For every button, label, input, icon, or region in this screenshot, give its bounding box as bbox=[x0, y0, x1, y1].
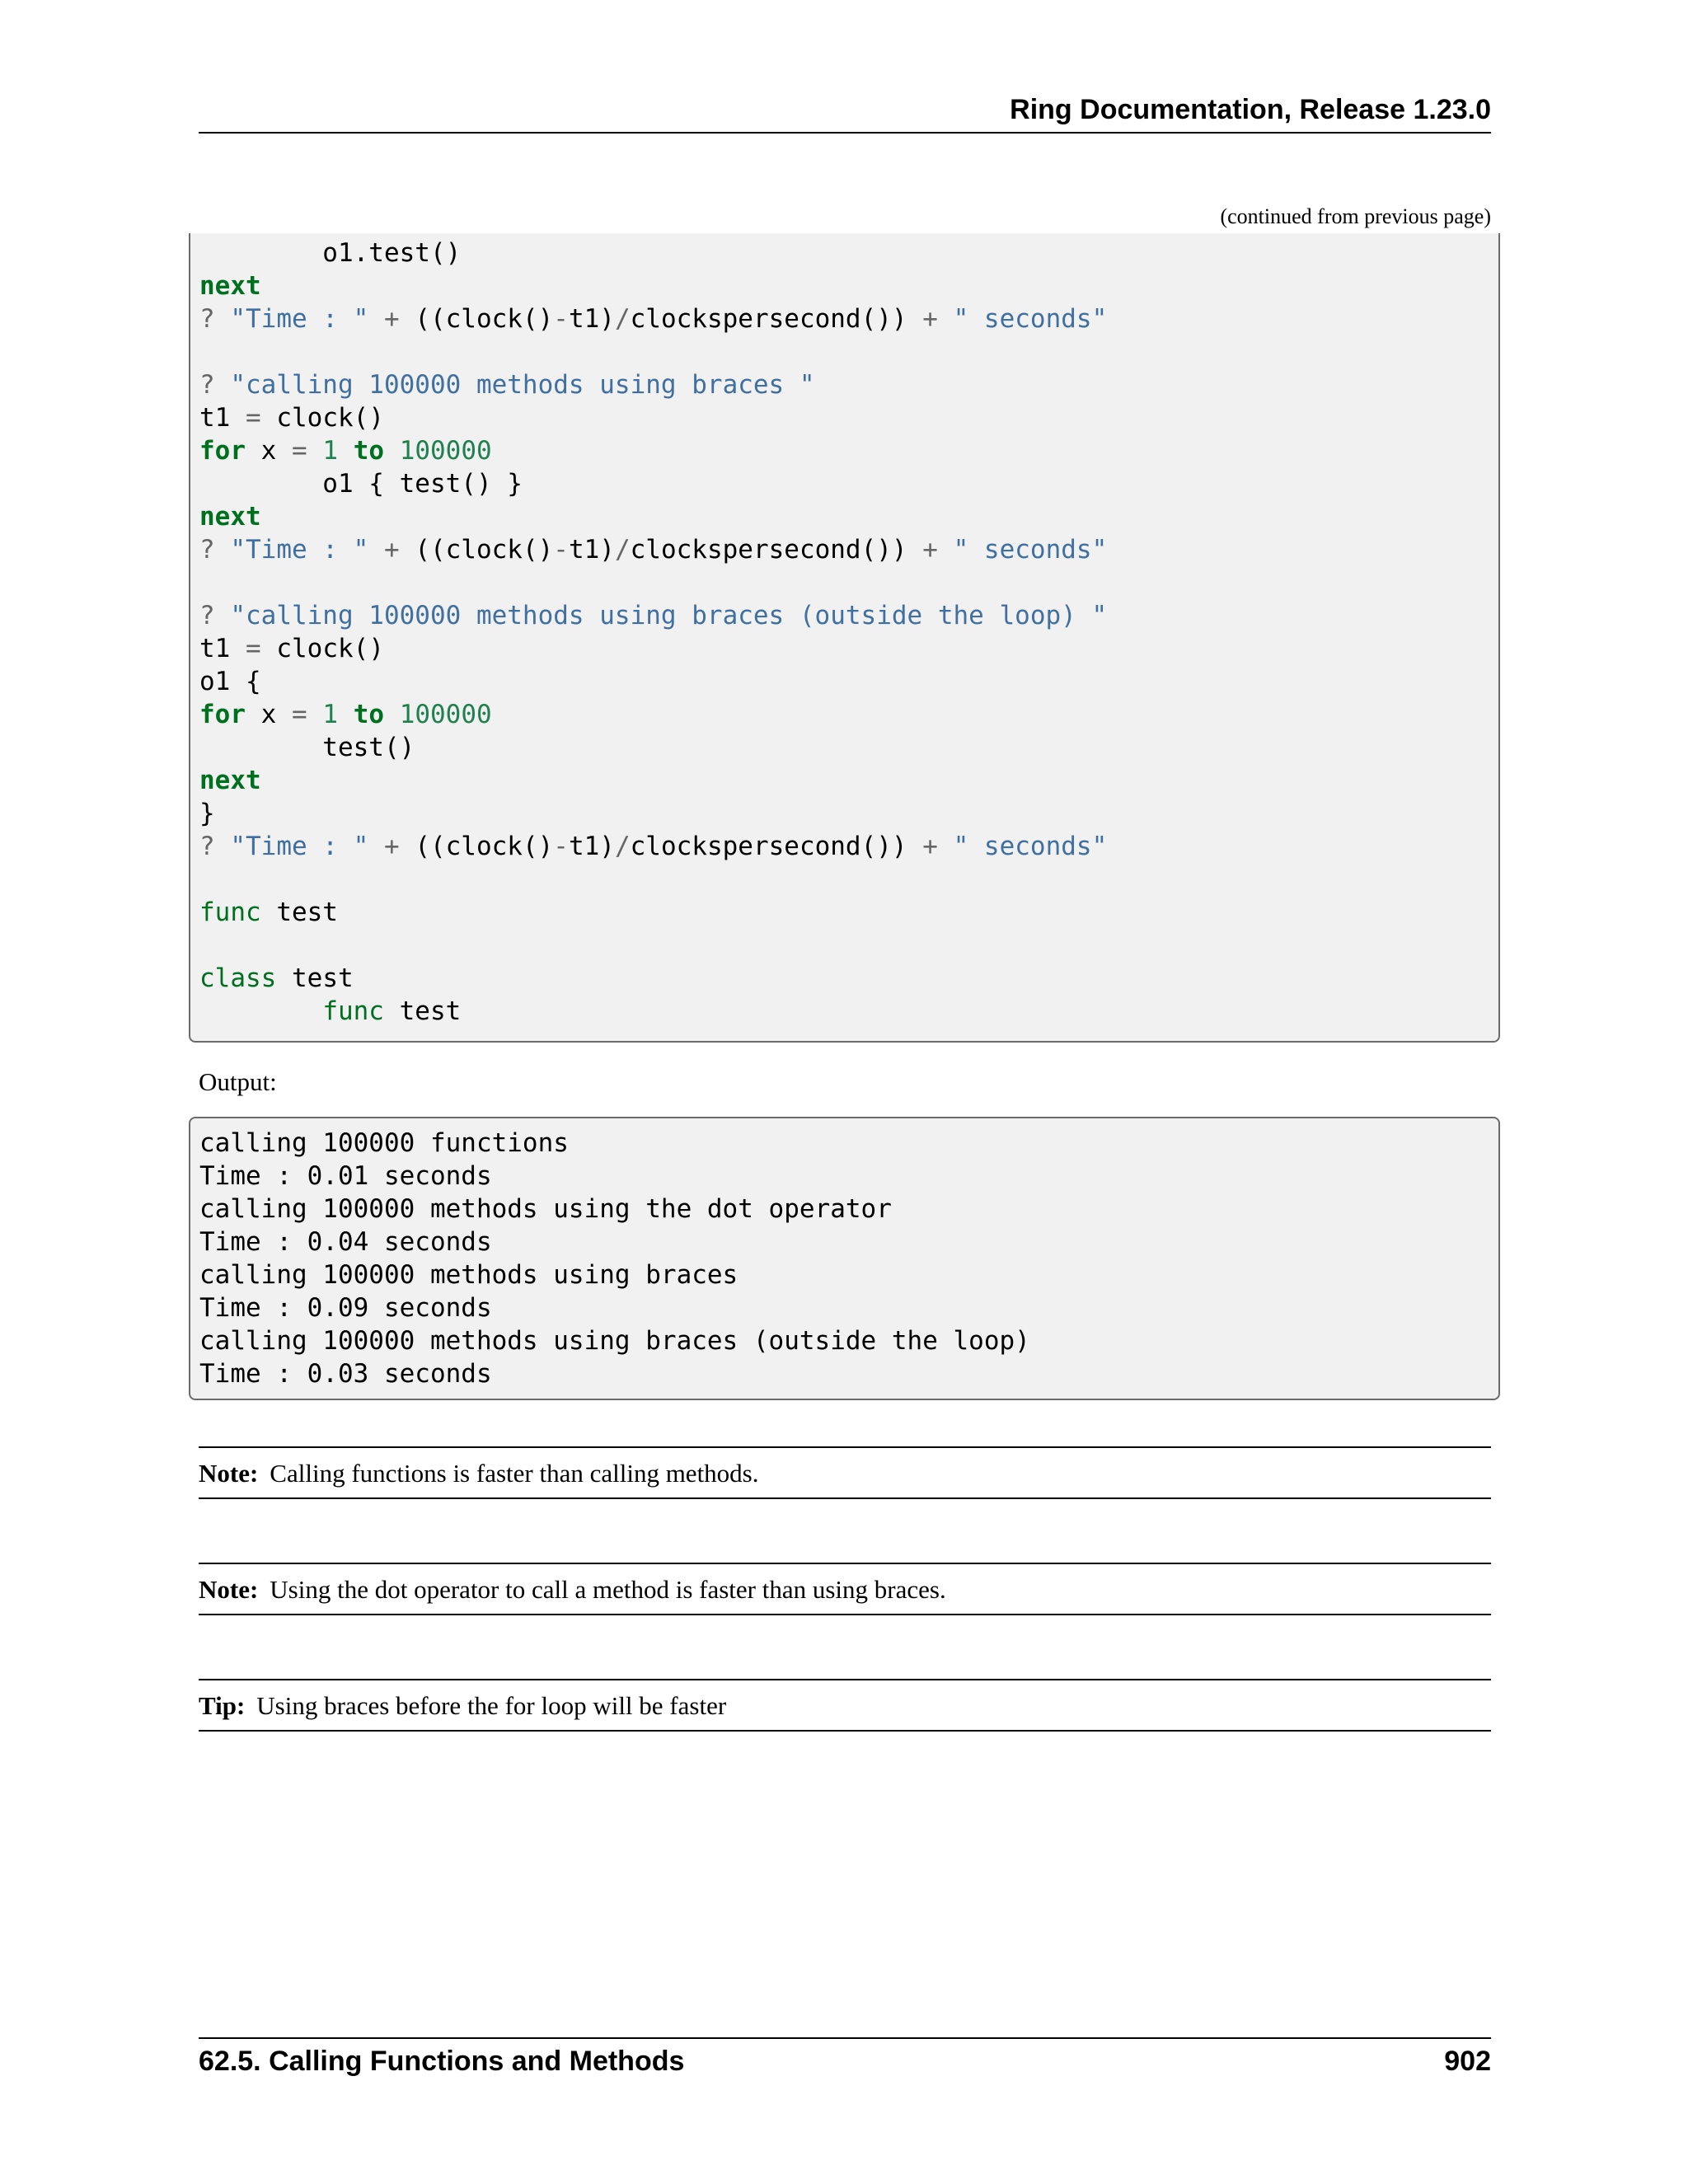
code-token: ? bbox=[199, 370, 231, 400]
header-title: Ring Documentation, Release 1.23.0 bbox=[1010, 94, 1491, 125]
code-line bbox=[199, 830, 1107, 863]
code-token: - bbox=[553, 304, 569, 334]
code-token: / bbox=[614, 832, 631, 861]
code-line bbox=[199, 962, 1107, 995]
code-token: t1) bbox=[568, 832, 615, 861]
code-line bbox=[199, 863, 1107, 896]
code-line bbox=[199, 731, 1107, 764]
code-line bbox=[199, 401, 1107, 434]
code-token: x bbox=[246, 436, 292, 466]
page-footer bbox=[199, 2037, 1491, 2088]
code-line bbox=[199, 1357, 1030, 1390]
code-token: test bbox=[276, 963, 354, 993]
code-token: = bbox=[292, 700, 307, 729]
code-line bbox=[199, 1160, 1030, 1193]
code-token: " seconds" bbox=[953, 832, 1108, 861]
code-token: t1 bbox=[199, 634, 246, 663]
footer-page-number: 902 bbox=[1444, 2046, 1491, 2077]
code-line bbox=[199, 335, 1107, 368]
code-line bbox=[199, 269, 1107, 302]
code-token: " seconds" bbox=[953, 304, 1108, 334]
code-block-output bbox=[189, 1117, 1500, 1400]
code-token bbox=[338, 436, 354, 466]
code-token: 1 bbox=[322, 700, 339, 729]
code-line bbox=[199, 533, 1107, 566]
code-token: t1) bbox=[568, 535, 615, 565]
code-line bbox=[199, 1226, 1030, 1258]
code-token: to bbox=[353, 700, 385, 729]
code-line bbox=[199, 896, 1107, 929]
note-label: Note: bbox=[199, 1575, 259, 1604]
code-token: = bbox=[246, 634, 261, 663]
code-token: test bbox=[383, 996, 462, 1026]
code-token: Time : 0.04 seconds bbox=[199, 1227, 492, 1257]
code-token bbox=[384, 700, 400, 729]
code-token: + bbox=[922, 304, 938, 334]
code-token: ? bbox=[199, 832, 231, 861]
code-line bbox=[199, 566, 1107, 599]
code-token: ? bbox=[199, 601, 231, 630]
note-text: Using the dot operator to call a method is faster than using braces. bbox=[270, 1575, 946, 1604]
code-token: clockspersecond()) bbox=[630, 304, 923, 334]
code-line bbox=[199, 995, 1107, 1028]
code-token: ? bbox=[199, 304, 231, 334]
code-token bbox=[938, 304, 954, 334]
output-label: Output: bbox=[199, 1067, 277, 1096]
code-token: "Time : " bbox=[230, 832, 369, 861]
code-token: clockspersecond()) bbox=[630, 535, 923, 565]
code-token: Time : 0.09 seconds bbox=[199, 1293, 492, 1323]
code-line bbox=[199, 467, 1107, 500]
code-line bbox=[199, 500, 1107, 533]
code-line bbox=[199, 698, 1107, 731]
page-header bbox=[199, 92, 1491, 134]
note-admonition bbox=[199, 1563, 1491, 1615]
code-line bbox=[199, 1324, 1030, 1357]
note-text: Calling functions is faster than calling methods. bbox=[270, 1459, 759, 1488]
code-token: - bbox=[553, 535, 569, 565]
tip-label: Tip: bbox=[199, 1691, 246, 1720]
code-token: class bbox=[199, 963, 277, 993]
code-token: calling 100000 functions bbox=[199, 1128, 569, 1158]
tip-admonition bbox=[199, 1679, 1491, 1732]
code-token: for bbox=[199, 700, 246, 729]
code-token: ((clock() bbox=[399, 832, 554, 861]
code-token bbox=[938, 832, 954, 861]
code-line bbox=[199, 237, 1107, 269]
code-line bbox=[199, 368, 1107, 401]
code-line bbox=[199, 1258, 1030, 1291]
code-token: " seconds" bbox=[953, 535, 1108, 565]
code-token: 100000 bbox=[399, 700, 492, 729]
code-token: calling 100000 methods using braces (outside the loop) bbox=[199, 1326, 1030, 1356]
continued-label: (continued from previous page) bbox=[1220, 204, 1491, 228]
code-token: "Time : " bbox=[230, 535, 369, 565]
code-token: to bbox=[353, 436, 385, 466]
code-token bbox=[199, 996, 322, 1026]
code-line bbox=[199, 1193, 1030, 1226]
code-token: + bbox=[383, 535, 400, 565]
code-token: o1 { test() } bbox=[199, 469, 523, 499]
code-token: test() bbox=[199, 733, 415, 762]
code-token: func bbox=[199, 898, 261, 927]
code-token bbox=[307, 436, 323, 466]
code-token: "Time : " bbox=[230, 304, 369, 334]
code-token bbox=[938, 535, 954, 565]
code-token: + bbox=[383, 832, 400, 861]
code-token: + bbox=[922, 535, 938, 565]
code-token: x bbox=[246, 700, 292, 729]
code-line bbox=[199, 1127, 1030, 1160]
code-token: o1.test() bbox=[199, 238, 462, 268]
code-token: ((clock() bbox=[399, 535, 554, 565]
code-lines bbox=[199, 1127, 1030, 1390]
code-token: = bbox=[246, 403, 261, 433]
tip-text: Using braces before the for loop will be faster bbox=[256, 1691, 727, 1720]
code-line bbox=[199, 632, 1107, 665]
code-token: - bbox=[553, 832, 569, 861]
code-line bbox=[199, 797, 1107, 830]
code-line bbox=[199, 599, 1107, 632]
code-token: func bbox=[322, 996, 384, 1026]
code-token: 1 bbox=[322, 436, 339, 466]
code-line bbox=[199, 665, 1107, 698]
code-token: + bbox=[922, 832, 938, 861]
code-lines bbox=[199, 237, 1107, 1028]
code-token: Time : 0.03 seconds bbox=[199, 1359, 492, 1389]
code-token: calling 100000 methods using the dot operator bbox=[199, 1194, 892, 1224]
code-token: for bbox=[199, 436, 246, 466]
code-token bbox=[338, 700, 354, 729]
code-token: o1 { bbox=[199, 667, 261, 696]
code-token: "calling 100000 methods using braces " bbox=[230, 370, 815, 400]
code-token: / bbox=[614, 304, 631, 334]
code-token: next bbox=[199, 271, 261, 301]
code-line bbox=[199, 929, 1107, 962]
note-admonition bbox=[199, 1446, 1491, 1499]
code-token: = bbox=[292, 436, 307, 466]
code-block-source bbox=[189, 233, 1500, 1043]
code-token: calling 100000 methods using braces bbox=[199, 1260, 738, 1290]
code-line bbox=[199, 434, 1107, 467]
code-token: / bbox=[614, 535, 631, 565]
footer-section-title: 62.5. Calling Functions and Methods bbox=[199, 2046, 685, 2077]
code-token bbox=[384, 436, 400, 466]
code-token bbox=[368, 832, 384, 861]
code-token: ((clock() bbox=[399, 304, 554, 334]
code-token: clock() bbox=[260, 634, 384, 663]
code-token: next bbox=[199, 502, 261, 532]
code-token: clockspersecond()) bbox=[630, 832, 923, 861]
code-token: ? bbox=[199, 535, 231, 565]
code-token: t1 bbox=[199, 403, 246, 433]
code-token: clock() bbox=[260, 403, 384, 433]
code-token bbox=[368, 535, 384, 565]
note-label: Note: bbox=[199, 1459, 259, 1488]
code-token: t1) bbox=[568, 304, 615, 334]
code-line bbox=[199, 302, 1107, 335]
code-token: Time : 0.01 seconds bbox=[199, 1161, 492, 1191]
code-token: next bbox=[199, 766, 261, 795]
code-token: test bbox=[260, 898, 338, 927]
code-token: 100000 bbox=[399, 436, 492, 466]
code-line bbox=[199, 1291, 1030, 1324]
code-line bbox=[199, 764, 1107, 797]
code-token: "calling 100000 methods using braces (outside the loop) " bbox=[230, 601, 1108, 630]
code-token: } bbox=[199, 799, 215, 828]
code-token bbox=[307, 700, 323, 729]
code-token: + bbox=[383, 304, 400, 334]
code-token bbox=[368, 304, 384, 334]
